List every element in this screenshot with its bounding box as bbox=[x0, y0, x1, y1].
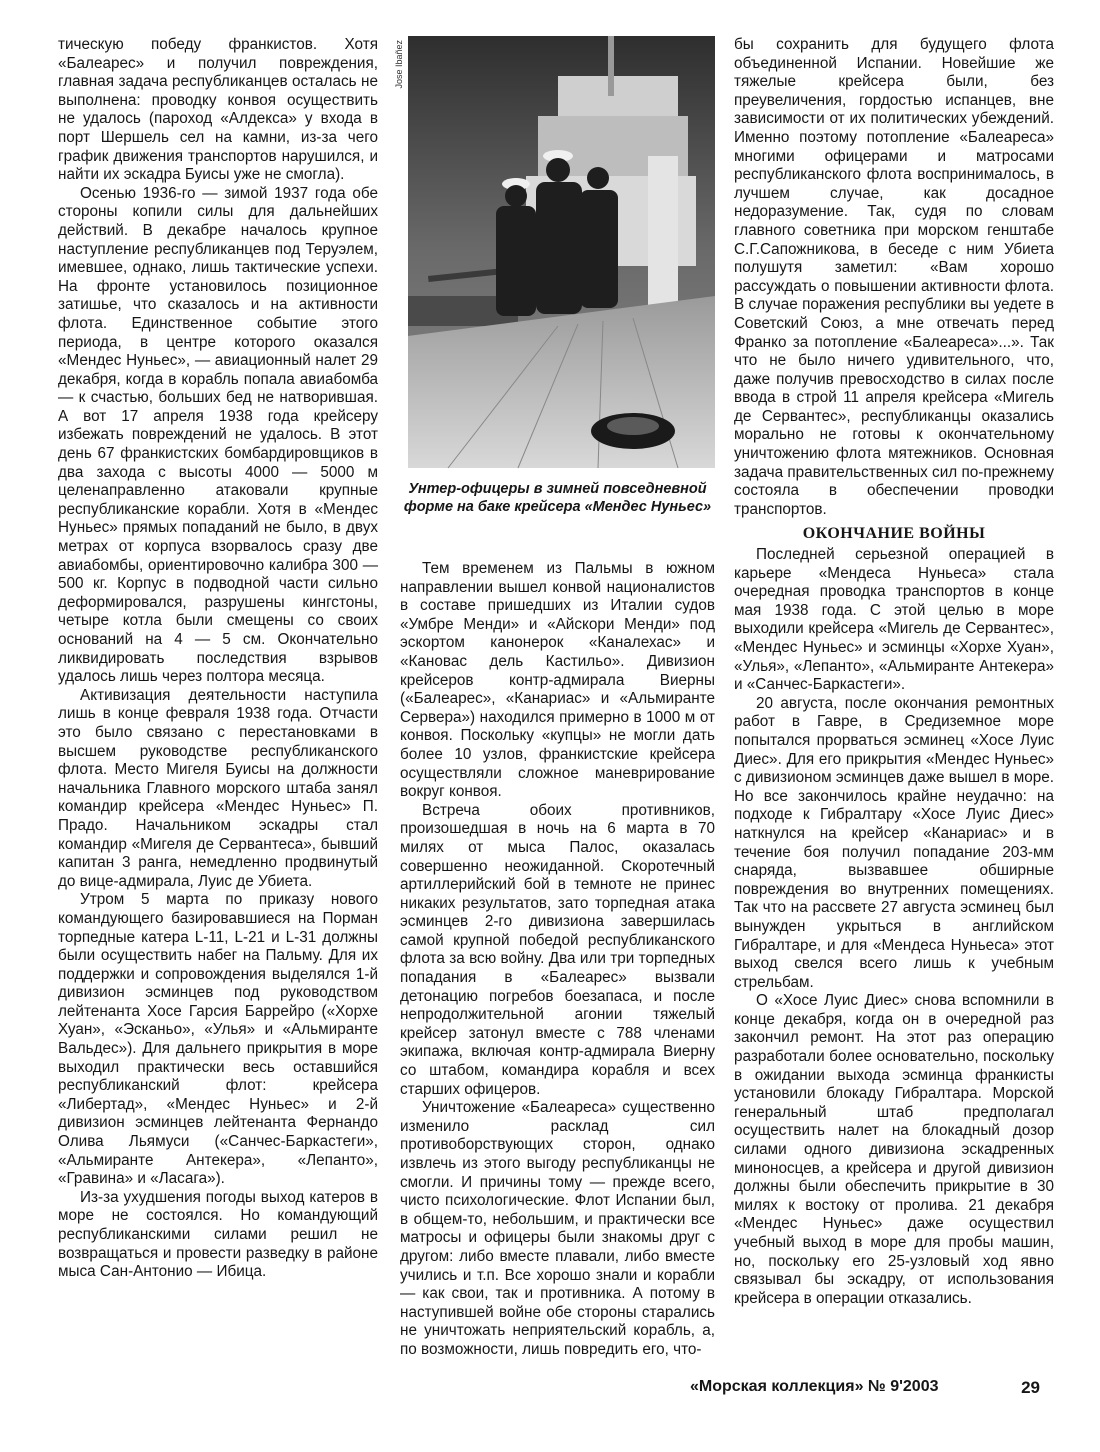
paragraph: 20 августа, после окончания ремонтных работ в Гавре, в Средиземное море попытался прорваться эсминец «Хосе Луис Диес». Для его прикрытия «Мендес Нуньес» с дивизионом эсминцев даже вышел в море. Но все закончилось крайне неудачно: на подходе к Гибралтару «Хосе Луис Диес» наткнулся на крейсер «Канариас» и в течение боя получил попадание 203-мм снаряда, вызвавшее обширные повреждения во внутренних помещениях. Так что на рассвете 27 августа эсминец был вынужден укрыться в английском Гибралтаре, и для «Мендеса Нуньеса» этот выход свелся всего лишь к учебным стрельбам. bbox=[734, 694, 1054, 991]
article-column-1 bbox=[58, 36, 378, 1282]
paragraph: тическую победу франкистов. Хотя «Балеарес» и получил повреждения, главная задача республиканцев осталась не выполнена: проводку конвоя осуществить не удалось (пароход «Алдекса» у входа в порт Шершель сел на камни, из-за чего график движения транспортов нарушился, и найти их эскадра Буисы уже не смогла). bbox=[58, 36, 378, 184]
paragraph: бы сохранить для будущего флота объединенной Испании. Новейшие же тяжелые крейсера были, без преувеличения, гордостью испанцев, вне зависимости от их политических убеждений. Именно поэтому потопление «Балеареса» многими офицерами и матросами республиканского флота воспринималось, в лучшем случае, как досадное недоразумение. Так, судя по словам главного советника при морском генштабе С.Г.Сапожникова, в беседе с ним Убиета полушутя заметил: «Вам хорошо рассуждать о повышении активности флота. В случае поражения республики вы уедете в Советский Союз, а мне отвечать перед Франко за потопление «Балеареса»...». Так что не было ничего удивительного, что, даже получив превосходство в силах после ввода в строй 11 апреля крейсера «Мигель де Сервантес», республиканцы оказались морально не готовы к окончательному уничтожению флота мятежников. Основная задача правительственных сил по-прежнему состояла в обеспечении проводки транспортов. bbox=[734, 36, 1054, 518]
paragraph: Встреча обоих противников, произошедшая в ночь на 6 марта в 70 милях от мыса Палос, оказалась совершенно неожиданной. Скоротечный артиллерийский бой в темноте не принес никаких результатов, зато торпедная атака эсминцев 2-го дивизиона завершилась самой крупной победой республиканского флота за всю войну. Два или три торпедных попадания в «Балеарес» вызвали детонацию погребов боезапаса, и после непродолжительной агонии тяжелый крейсер затонул вместе с 788 членами экипажа, включая контр-адмирала Виерну со штабом, командира корабля и всех старших офицеров. bbox=[400, 801, 715, 1098]
page-number: 29 bbox=[1021, 1378, 1040, 1397]
paragraph: Из-за ухудшения погоды выход катеров в море не состоялся. Но командующий республиканскими силами решил не возвращаться и провести разведку в районе мыса Сан-Антонио — Ибица. bbox=[58, 1188, 378, 1281]
article-column-3 bbox=[734, 36, 1054, 1308]
paragraph: О «Хосе Луис Диес» снова вспомнили в конце декабря, когда он в очередной раз закончил ремонт. На этот раз операцию разработали более основательно, поскольку в ожидании выхода эсминца франкисты установили блокаду Гибралтара. Морской генеральный штаб предполагал осуществить налет на блокадный дозор силами одного дивизиона эскадренных миноносцев, а крейсера и другой дивизион должны были обеспечить прикрытие в 30 милях к востоку от пролива. 21 декабря «Мендес Нуньес» даже осуществил учебный выход в море для пробы машин, но, поскольку его 25-узловый ход явно связывал бы эскадру, от использования крейсера в операции отказались. bbox=[734, 992, 1054, 1307]
paragraph: Уничтожение «Балеареса» существенно изменило расклад сил противоборствующих сторон, однако извлечь из этого выгоду республиканцы не смогли. И причины тому — прежде всего, чисто психологические. Флот Испании был, в общем-то, небольшим, и практически все матросы и офицеры были знакомы друг с другом: либо вместе плавали, либо вместе учились и т.п. Все хорошо знали и корабли — как свои, так и противника. А потому в наступившей войне обе стороны старались не уничтожать неприятельский корабль, а, по возможности, лишь повредить его, что- bbox=[400, 1099, 715, 1358]
paragraph: Тем временем из Пальмы в южном направлении вышел конвой националистов в составе пришедших из Италии судов «Умбре Менди» и «Айскори Менди» под эскортом канонерок «Каналехас» и «Кановас дель Кастильо». Дивизион крейсеров контр-адмирала Виерны («Балеарес», «Канариас» и «Альмиранте Сервера») находился примерно в 1000 м от конвоя. Поскольку «купцы» не могли дать более 10 узлов, франкистские крейсера осуществляли сложное маневрирование вокруг конвоя. bbox=[400, 560, 715, 801]
paragraph: Активизация деятельности наступила лишь в конце февраля 1938 года. Отчасти это было связано с перестановками в высшем руководстве республиканского флота. Место Мигеля Буисы на должности начальника Главного морского штаба занял командир крейсера «Мендес Нуньес» П. Прадо. Начальником эскадры стал командир «Мигеля де Сервантеса», бывший капитан 3 ранга, немедленно продвинутый до вице-адмирала, Луис де Убиета. bbox=[58, 686, 378, 890]
paragraph: Утром 5 марта по приказу нового командующего базировавшиеся на Порман торпедные катера L-11, L-21 и L-31 должны были осуществить набег на Пальму. Для их поддержки и сопровождения выделялся 1-й дивизион эсминцев под руководством лейтенанта Хосе Гарсия Баррейро («Хорхе Хуан», «Эсканьо», «Улья» и «Альмиранте Вальдес»). Для дальнего прикрытия в море выходил практически весь оставшийся республиканский флот: крейсера «Либертад», «Мендес Нуньес» и 2-й дивизион эсминцев лейтенанта Фернандо Олива Льямуси («Санчес-Баркастеги», «Альмиранте Антекера», «Лепанто», «Гравина» и «Ласага»). bbox=[58, 891, 378, 1188]
photo-block bbox=[394, 36, 715, 516]
article-column-2 bbox=[400, 560, 715, 1360]
paragraph: Осенью 1936-го — зимой 1937 года обе стороны копили силы для дальнейших действий. В декабре началось крупное наступление республиканцев под Теруэлем, имевшее, однако, лишь тактические успехи. На фронте установилось позиционное затишье, что сказалось и на активности флота. Единственное событие этого периода, в центре которого оказался «Мендес Нуньес», — авиационный налет 29 декабря, когда в корабль попала авиабомба — к счастью, больших бед не натворившая. А вот 17 апреля 1938 года крейсеру избежать повреждений не удалось. В этот день 67 франкистских бомбардировщиков в два захода с высоты 4000 — 5000 м целенаправленно атаковали крупные республиканские корабли. Хотя в «Мендес Нуньес» прямых попаданий не было, в двух метрах от корпуса взорвалось сразу две авиабомбы, ориентировочно калибра 300 — 500 кг. Корпус в подводной части сильно деформировался, разрушены кингстоны, четыре котла были смещены со своих оснований на 4 — 5 см. Окончательно ликвидировать последствия взрывов удалось лишь через полтора месяца. bbox=[58, 184, 378, 686]
photo-caption: Унтер-офицеры в зимней повседневной форме на баке крейсера «Мендес Нуньес» bbox=[403, 481, 712, 515]
ship-deck-photo bbox=[394, 36, 715, 468]
publication-title: «Морская коллекция» № 9'2003 bbox=[690, 1378, 939, 1395]
photo-illustration bbox=[408, 36, 715, 468]
section-heading: ОКОНЧАНИЕ ВОЙНЫ bbox=[802, 525, 986, 543]
photo-credit: Jose Ibañez bbox=[394, 40, 404, 89]
paragraph: Последней серьезной операцией в карьере «Мендеса Нуньеса» стала очередная проводка транспортов в конце мая 1938 года. С этой целью в море выходили крейсера «Мигель де Сервантес», «Мендес Нуньес» и эсминцы «Хорхе Хуан», «Улья», «Лепанто», «Альмиранте Антекера» и «Санчес-Баркастеги». bbox=[734, 546, 1054, 694]
